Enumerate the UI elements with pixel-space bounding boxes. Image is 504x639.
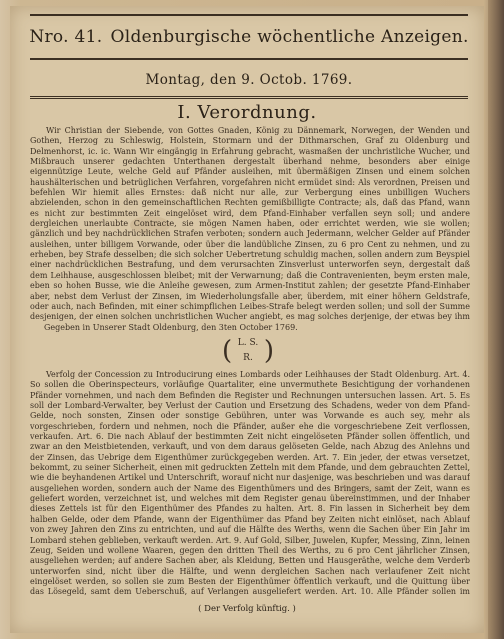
masthead — [30, 14, 468, 60]
seal-letters: L. S. — [237, 338, 259, 348]
lombard-paragraph: Verfolg der Concession zu Introducirung eines Lombards oder Leihhauses der Stadt Oldenburg. Art. 4. So sollen die Oberinspecteurs, vorläufige Quartaliter, eine unvermuthete Besichtigung der vorhandenen Pfänder vornehmen, und nach dem Befinden die Register und Rechnungen untersuchen lassen. Art. 5. Es soll der Lombard-Verwalter, bey Verlust der Caution und Ersetzung des Schadens, weder von dem Pfand-Gelde, noch sonsten, Zinsen oder sonstige Gebühren, unter was Vorwande es auch sey, mehr als vorgeschrieben, fordern und nehmen, noch die Pfänder, außer ehe die vorgeschriebene Zeit verflossen, verkaufen. Art. 6. Die nach Ablauf der bestimmten Zeit nicht eingelöseten Pfänder sollen öffentlich, und zwar an den Meistbietenden, verkauft, und von dem daraus gelöseten Gelde, nach Abzug des Anlehns und der Zinsen, das Uebrige dem Eigenthümer zurückgegeben werden. Art. 7. Ein jeder, der etwas versetzet, bekommt, zu seiner Sicherheit, einen mit gedruckten Zetteln mit dem Pfande, und dem gebrauchten Zettel, wie die beyhandenen Artikel und Unterschrift, worauf nicht nur dasjenige, was beschrieben und was darauf ausgeliehen worden, sondern auch der Name des Eigenthümers und des Bringers, samt der Zeit, wann es geliefert worden, verzeichnet ist, und welches mit dem Register genau übereinstimmen, und der Inhaber dieses Zettels ist für den Eigenthümer des Pfandes zu halten. Art. 8. Fin lassen in Sicherheit bey dem halben Gelde, oder dem Pfande, wann der Eigenthümer das Pfand bey Zeiten nicht einlöset, nach Ablauf von zwey Jahren den Zins zu entrichten, und auf die Hälfte des Werths, wenn die Sachen über Ein Jahr im Lombard stehen geblieben, verkauft werden. Art. 9. Auf Gold, Silber, Juwelen, Kupfer, Messing, Zinn, leinen Zeug, Seiden und wollene Waaren, gegen den dritten Theil des Werths, zu 6 pro Cent jährlicher Zinsen, ausgeliehen werden; auf andere Sachen aber, als Kleidung, Betten und Hausgeräthe, welche dem Verderb unterworfen sind, nicht über die Hälfte, und wenn dergleichen Sachen nach verlaufener Zeit nicht eingelöset werden, so sollen sie zum Besten der Eigenthümer öffentlich verkauft, und die Quittung über das Lösegeld, samt dem Ueberschuß, auf Verlangen ausgeliefert werden. Art. 10. Alle Pfänder sollen im — [30, 370, 470, 597]
newspaper-title: Oldenburgische wöchentliche Anzeigen. — [110, 27, 469, 47]
official-seal — [220, 336, 276, 368]
section-heading: I. Verordnung. — [177, 102, 317, 123]
newspaper-page — [10, 6, 484, 633]
divider-rule — [30, 98, 468, 99]
seal-bracket-left: ( — [222, 336, 233, 366]
issue-number: Nro. 41. — [29, 27, 103, 47]
issue-date: Montag, den 9. Octob. 1769. — [145, 72, 353, 88]
seal-bracket-right: ) — [263, 336, 274, 366]
book-binding-edge — [488, 0, 504, 639]
given-at-line: Gegeben in Unserer Stadt Oldenburg, den 3ten October 1769. — [44, 323, 298, 332]
continuation-note: ( Der Verfolg künftig. ) — [198, 604, 296, 614]
decree-paragraph: Wir Christian der Siebende, von Gottes Gnaden, König zu Dännemark, Norwegen, der Wenden und Gothen, Herzog zu Schleswig, Holstein, Stormarn und der Dithmarschen, Graf zu Oldenburg und Delmenhorst, ic. ic. Wann Wir eingängig in Erfahrung gebracht, wasmaßen der unchristliche Wucher, und Mißbrauch unserer gedachten Unterthanen dergestalt überhand nehme, besonders aber einige eigennützige Leute, welche Geld auf Pfänder ausleihen, mit übermäßigen Zinsen und einem solchen haushälterischen und betrüglichen Verfahren, vorgefahren nicht ermüdet sind: Als verordnen, Preisen und befehlen Wir hiemit alles Ernstes: daß nicht nur alle, zur Verbergung eines unbilligen Wuchers abzielenden, schon in den gemeinschaftlichen Rechten gemißbilligte Contracte; als, daß das Pfand, wann es nicht zur bestimmten Zeit eingelöset wird, dem Pfand-Einhaber verfallen seyn soll; und andere dergleichen unerlaubte Contracte, sie mögen Namen haben, oder errichtet werden, wie sie wollen; gänzlich und bey nachdrücklichen Strafen verboten; sondern auch Jedermann, welcher Gelder auf Pfänder ausleihen, unter billigem Vorwande, oder über die landübliche Zinsen, zu 6 pro Cent zu nehmen, und zu erheben, bey Strafe desselben; die sich solcher Uebertretung schuldig machen, sollen andern zum Beyspiel einer nachdrücklichen Bestrafung, und dem verursachten Zinsverlust unterworfen seyn, dergestalt daß dem Leihhause, ausgeschlossen bleibet; mit der Verwarnung; daß die Contravenienten, beym ersten male, eben so hohen Busse, wie die Anleihe gewesen, zum Armen-Institut zahlen; der gesetzte Pfand-Einhaber aber, nebst dem Verlust der Zinsen, im Wiederholungsfalle aber, überdem, mit einer höhern Geldstrafe, oder auch, nach Befinden, mit einer schimpflichen Leibes-Strafe belegt werden sollen; und soll der Summe desjenigen, der einen solchen unchristlichen Wucher angiebt, es mag solches derjenige, der etwas bey ihm — [30, 126, 470, 322]
seal-letter-r: R. — [243, 353, 253, 363]
divider-rule — [30, 96, 468, 97]
